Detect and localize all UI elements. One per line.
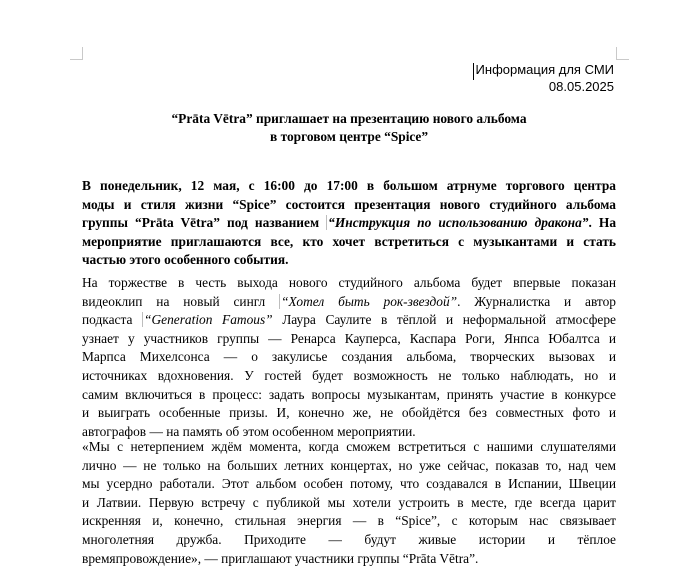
paragraph-text: видеоклип на новый сингл xyxy=(82,293,280,309)
page-corner-mark-left xyxy=(70,47,83,60)
lead-line[interactable]: мероприятие приглашаются все, кто хочет встретиться с музыкантами и стать xyxy=(82,233,616,249)
paragraph-line[interactable]: узнает у участников группы — Ренарса Кауперса, Каспара Роги, Янпса Юбалтса и xyxy=(82,330,616,346)
body-paragraph-1[interactable] xyxy=(82,274,616,441)
paragraph-text: подкаста xyxy=(82,312,143,328)
paragraph-line[interactable]: и выиграть особенные призы. И, конечно же, не обойдётся без совместных фото и xyxy=(82,405,616,421)
paragraph-line[interactable]: Марпса Михелсонса — о закулисье создания альбома, творческих вызовах и xyxy=(82,349,616,365)
paragraph-line[interactable] xyxy=(82,311,616,330)
paragraph-line[interactable]: времяпровождение», — приглашают участники группы “Prāta Vētra”. xyxy=(82,550,479,566)
lead-line[interactable]: В понедельник, 12 мая, с 16:00 до 17:00 в большом атрнуме торгового центра xyxy=(82,178,616,193)
body-paragraph-2[interactable] xyxy=(82,438,616,568)
lead-line[interactable]: частью этого особенного события. xyxy=(82,252,289,268)
header-label[interactable]: Информация для СМИ xyxy=(475,62,614,77)
paragraph-line[interactable]: лично — не только на больших летних концертах, но уже сейчас, показав то, над чем xyxy=(82,457,616,473)
paragraph-line[interactable]: «Мы с нетерпением ждём момента, когда сможем встретиться с нашими слушателями xyxy=(82,439,616,454)
paragraph-line[interactable]: мы усердно работали. Этот альбом особен потому, что создавался в Испании, Швеции xyxy=(82,476,616,492)
lead-line[interactable]: моды и стиля жизни “Spice” состоится презентация нового студийного альбома xyxy=(82,196,616,212)
text-cursor xyxy=(473,63,474,80)
paragraph-line[interactable] xyxy=(82,293,616,312)
paragraph-line[interactable]: На торжестве в честь выхода нового студийного альбома будет впервые показан xyxy=(82,275,616,290)
lead-text: группы “Prāta Vētra” под названием xyxy=(82,215,327,231)
paragraph-line[interactable]: многолетняя дружба. Приходите — будут живые истории и тёплое xyxy=(82,531,616,547)
title-line-1[interactable]: “Prāta Vētra” приглашает на презентацию нового альбома xyxy=(171,111,527,126)
paragraph-line[interactable]: самим включиться в процесс: задать вопросы музыкантам, принять участие в конкурсе xyxy=(82,386,616,402)
lead-line[interactable] xyxy=(82,214,616,233)
header-date[interactable]: 08.05.2025 xyxy=(548,79,614,94)
album-title: “Инструкция по использованию дракона” xyxy=(328,215,589,231)
paragraph-line[interactable]: источниках вдохновения. У гостей будет возможность не только наблюдать, но и xyxy=(82,367,616,383)
paragraph-line[interactable]: искренняя и, конечно, стильная энергия — в “Spice”, с которым нас связывает xyxy=(82,513,616,529)
single-title: “Хотел быть рок-звездой” xyxy=(281,293,458,309)
paragraph-text: Лаура Саулите в тёплой и неформальной атмосфере xyxy=(272,312,616,328)
lead-text: . На xyxy=(588,215,617,231)
document-header[interactable] xyxy=(476,61,614,95)
paragraph-line[interactable]: и Латвии. Первую встречу с публикой мы хотели устроить в месте, где всегда царит xyxy=(82,494,616,510)
podcast-title: “Generation Famous” xyxy=(144,312,273,328)
title-line-2[interactable]: в торговом центре “Spice” xyxy=(269,129,429,144)
paragraph-line[interactable]: автографов — на память об этом особенном мероприятии. xyxy=(82,423,416,439)
paragraph-text: . Журналистка и автор xyxy=(457,293,616,309)
page-corner-mark-right xyxy=(616,47,629,60)
document-title[interactable] xyxy=(82,110,616,146)
lead-paragraph[interactable] xyxy=(82,177,616,270)
